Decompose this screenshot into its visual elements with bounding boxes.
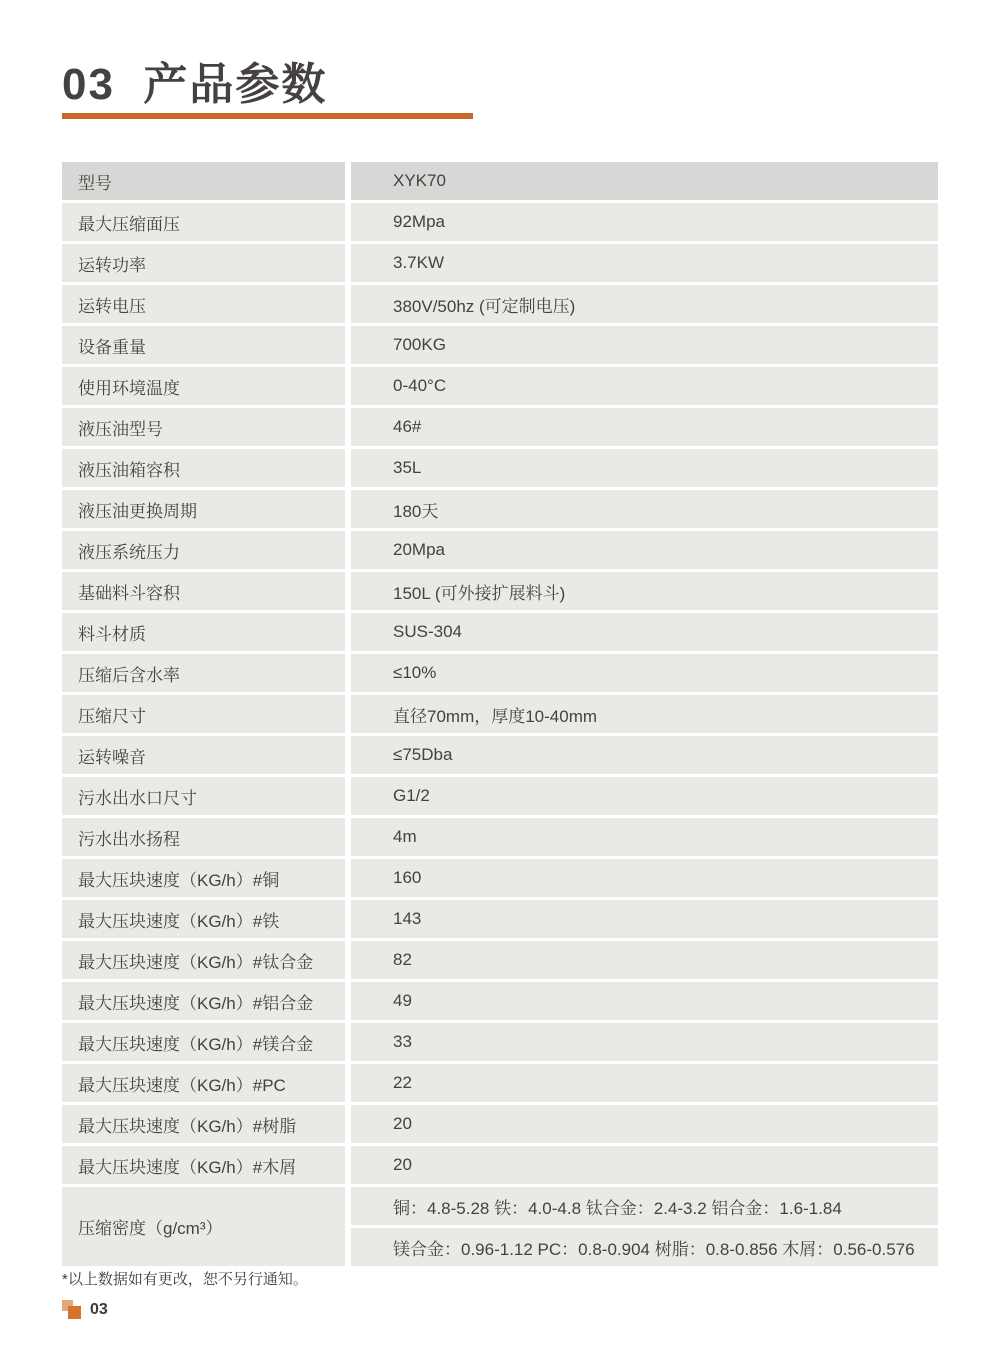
table-row <box>62 695 938 733</box>
row-label: 最大压块速度（KG/h）#铝合金 <box>62 982 345 1020</box>
table-row <box>62 531 938 569</box>
row-label: 污水出水扬程 <box>62 818 345 856</box>
row-value: 92Mpa <box>351 203 938 241</box>
table-row <box>62 162 938 200</box>
title-underline <box>62 113 473 119</box>
row-label: 液压系统压力 <box>62 531 345 569</box>
table-row <box>62 203 938 241</box>
row-value: ≤10% <box>351 654 938 692</box>
row-label: 设备重量 <box>62 326 345 364</box>
row-label: 运转功率 <box>62 244 345 282</box>
row-label: 压缩尺寸 <box>62 695 345 733</box>
overlapping-squares-icon <box>62 1300 82 1319</box>
table-row <box>62 367 938 405</box>
row-value: XYK70 <box>351 162 938 200</box>
row-value: 20Mpa <box>351 531 938 569</box>
row-value: 180天 <box>351 490 938 528</box>
table-row <box>62 244 938 282</box>
row-value: 22 <box>351 1064 938 1102</box>
row-label: 液压油更换周期 <box>62 490 345 528</box>
row-label: 最大压块速度（KG/h）#铁 <box>62 900 345 938</box>
table-row <box>62 982 938 1020</box>
row-value: 82 <box>351 941 938 979</box>
row-value: 46# <box>351 408 938 446</box>
table-row <box>62 326 938 364</box>
row-value: 143 <box>351 900 938 938</box>
table-row <box>62 285 938 323</box>
row-value: G1/2 <box>351 777 938 815</box>
row-value: 铜：4.8-5.28 铁：4.0-4.8 钛合金：2.4-3.2 铝合金：1.6-1.84 <box>351 1187 938 1225</box>
row-value: 0-40°C <box>351 367 938 405</box>
row-label: 液压油型号 <box>62 408 345 446</box>
page-marker <box>62 1300 108 1319</box>
table-row <box>62 572 938 610</box>
row-label: 液压油箱容积 <box>62 449 345 487</box>
row-label: 运转噪音 <box>62 736 345 774</box>
table-row <box>62 408 938 446</box>
spec-table-rows <box>62 162 938 1184</box>
row-label: 运转电压 <box>62 285 345 323</box>
density-values <box>351 1187 938 1266</box>
row-value: 33 <box>351 1023 938 1061</box>
table-row <box>62 900 938 938</box>
row-value: ≤75Dba <box>351 736 938 774</box>
row-value: 20 <box>351 1105 938 1143</box>
footnote: *以上数据如有更改，恕不另行通知。 <box>62 1271 308 1288</box>
row-value: 160 <box>351 859 938 897</box>
table-row <box>62 859 938 897</box>
row-value: 3.7KW <box>351 244 938 282</box>
row-value: 20 <box>351 1146 938 1184</box>
row-label: 最大压块速度（KG/h）#镁合金 <box>62 1023 345 1061</box>
row-label: 污水出水口尺寸 <box>62 777 345 815</box>
row-value: 直径70mm，厚度10-40mm <box>351 695 938 733</box>
row-value: 35L <box>351 449 938 487</box>
page-number: 03 <box>90 1300 108 1318</box>
row-value: 150L (可外接扩展料斗) <box>351 572 938 610</box>
row-label: 型号 <box>62 162 345 200</box>
row-label: 最大压块速度（KG/h）#铜 <box>62 859 345 897</box>
row-value: 700KG <box>351 326 938 364</box>
row-label: 最大压块速度（KG/h）#树脂 <box>62 1105 345 1143</box>
row-label: 最大压块速度（KG/h）#钛合金 <box>62 941 345 979</box>
table-row <box>62 1023 938 1061</box>
row-label: 基础料斗容积 <box>62 572 345 610</box>
table-row <box>62 777 938 815</box>
table-row <box>62 449 938 487</box>
row-value: SUS-304 <box>351 613 938 651</box>
row-label: 料斗材质 <box>62 613 345 651</box>
row-value: 镁合金：0.96-1.12 PC：0.8-0.904 树脂：0.8-0.856 木屑：0.56-0.576 <box>351 1228 938 1266</box>
row-value: 380V/50hz (可定制电压) <box>351 285 938 323</box>
row-value: 4m <box>351 818 938 856</box>
table-row <box>62 490 938 528</box>
table-row <box>62 613 938 651</box>
row-label: 最大压块速度（KG/h）#PC <box>62 1064 345 1102</box>
row-label: 使用环境温度 <box>62 367 345 405</box>
row-value: 49 <box>351 982 938 1020</box>
table-row <box>62 736 938 774</box>
row-label: 最大压缩面压 <box>62 203 345 241</box>
table-row-density <box>62 1187 938 1266</box>
table-row <box>62 1146 938 1184</box>
spec-table <box>62 162 938 1269</box>
table-row <box>62 1064 938 1102</box>
row-label: 压缩密度（g/cm³） <box>62 1187 345 1266</box>
section-title: 03 产品参数 <box>62 60 328 109</box>
row-label: 最大压块速度（KG/h）#木屑 <box>62 1146 345 1184</box>
table-row <box>62 818 938 856</box>
table-row <box>62 1105 938 1143</box>
row-label: 压缩后含水率 <box>62 654 345 692</box>
table-row <box>62 654 938 692</box>
table-row <box>62 941 938 979</box>
